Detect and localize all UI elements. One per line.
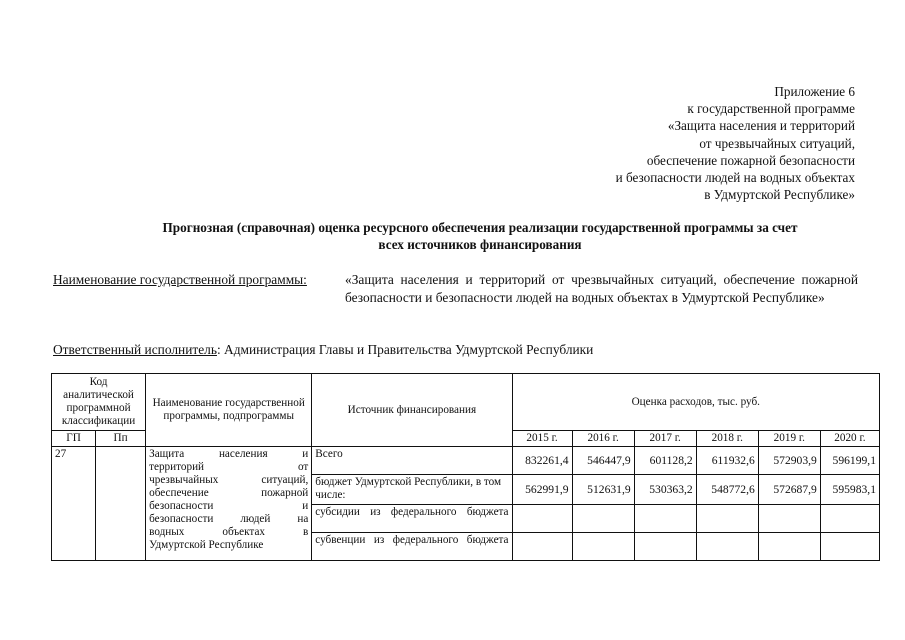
value-cell: 611932,6 — [696, 447, 758, 475]
document-title-line: Прогнозная (справочная) оценка ресурсного обеспечения реализации государственной программы за счет — [162, 220, 798, 235]
document-title-line: всех источников финансирования — [378, 237, 582, 252]
program-name-section — [53, 271, 858, 306]
source-header: Источник финансирования — [312, 374, 512, 447]
program-name-line: Защита населения и — [149, 448, 309, 460]
responsible-label: Ответственный исполнитель — [53, 342, 217, 357]
value-cell: 572687,9 — [758, 475, 820, 505]
code-header: Код аналитической программной классификации — [52, 374, 146, 431]
gp-header: ГП — [52, 431, 96, 447]
value-cell — [758, 505, 820, 533]
program-name-line: чрезвычайных ситуаций, — [149, 474, 309, 486]
responsible-value: : Администрация Главы и Правительства Удмуртской Республики — [216, 342, 594, 357]
value-cell — [696, 533, 758, 561]
document-title — [60, 219, 900, 253]
value-cell: 832261,4 — [512, 447, 572, 475]
appendix-line: от чрезвычайных ситуаций, — [699, 135, 855, 151]
program-name-cell — [146, 447, 312, 561]
appendix-block — [616, 83, 855, 203]
value-cell — [572, 505, 634, 533]
value-cell — [820, 505, 879, 533]
appendix-line: к государственной программе — [687, 101, 855, 117]
year-header: 2020 г. — [820, 431, 879, 447]
value-cell: 512631,9 — [572, 475, 634, 505]
program-name-line: водных объектах в — [149, 526, 309, 538]
value-cell — [512, 533, 572, 561]
program-label: Наименование государственной программы: — [53, 272, 307, 287]
program-name-line: обеспечение пожарной — [149, 487, 309, 499]
year-header: 2017 г. — [634, 431, 696, 447]
budget-table — [51, 373, 880, 561]
value-cell: 548772,6 — [696, 475, 758, 505]
source-cell: Всего — [312, 447, 512, 475]
program-name-line: территорий от — [149, 461, 309, 473]
value-cell — [696, 505, 758, 533]
pp-code — [96, 447, 146, 561]
gp-code: 27 — [52, 447, 96, 561]
estimate-header: Оценка расходов, тыс. руб. — [512, 374, 879, 431]
program-value: «Защита населения и территорий от чрезвычайных ситуаций, обеспечение пожарной безопасности и безопасности людей на водных объектах в Удмуртской Республике» — [345, 272, 858, 305]
year-header: 2019 г. — [758, 431, 820, 447]
value-cell — [634, 533, 696, 561]
year-header: 2015 г. — [512, 431, 572, 447]
appendix-line: и безопасности людей на водных объектах — [615, 170, 855, 186]
appendix-line: Приложение 6 — [774, 84, 855, 99]
name-header: Наименование государственной программы, подпрограммы — [146, 374, 312, 447]
program-name-line: безопасности и — [149, 500, 309, 512]
responsible-section — [53, 341, 593, 358]
value-cell: 572903,9 — [758, 447, 820, 475]
program-name-line: безопасности людей на — [149, 513, 309, 525]
value-cell: 562991,9 — [512, 475, 572, 505]
source-cell: субвенции из федерального бюджета — [312, 533, 512, 561]
appendix-line: обеспечение пожарной безопасности — [646, 152, 855, 168]
value-cell — [820, 533, 879, 561]
table-row — [52, 447, 880, 475]
value-cell: 595983,1 — [820, 475, 879, 505]
appendix-line: в Удмуртской Республике» — [704, 187, 855, 203]
value-cell: 546447,9 — [572, 447, 634, 475]
appendix-line: «Защита населения и территорий — [667, 118, 855, 134]
value-cell — [572, 533, 634, 561]
value-cell — [512, 505, 572, 533]
value-cell: 596199,1 — [820, 447, 879, 475]
year-header: 2016 г. — [572, 431, 634, 447]
pp-header: Пп — [96, 431, 146, 447]
value-cell — [634, 505, 696, 533]
value-cell: 530363,2 — [634, 475, 696, 505]
program-name-line: Удмуртской Республике — [149, 539, 264, 551]
value-cell: 601128,2 — [634, 447, 696, 475]
source-cell: бюджет Удмуртской Республики, в том числе: — [312, 475, 512, 505]
source-cell: субсидии из федерального бюджета — [312, 505, 512, 533]
value-cell — [758, 533, 820, 561]
year-header: 2018 г. — [696, 431, 758, 447]
